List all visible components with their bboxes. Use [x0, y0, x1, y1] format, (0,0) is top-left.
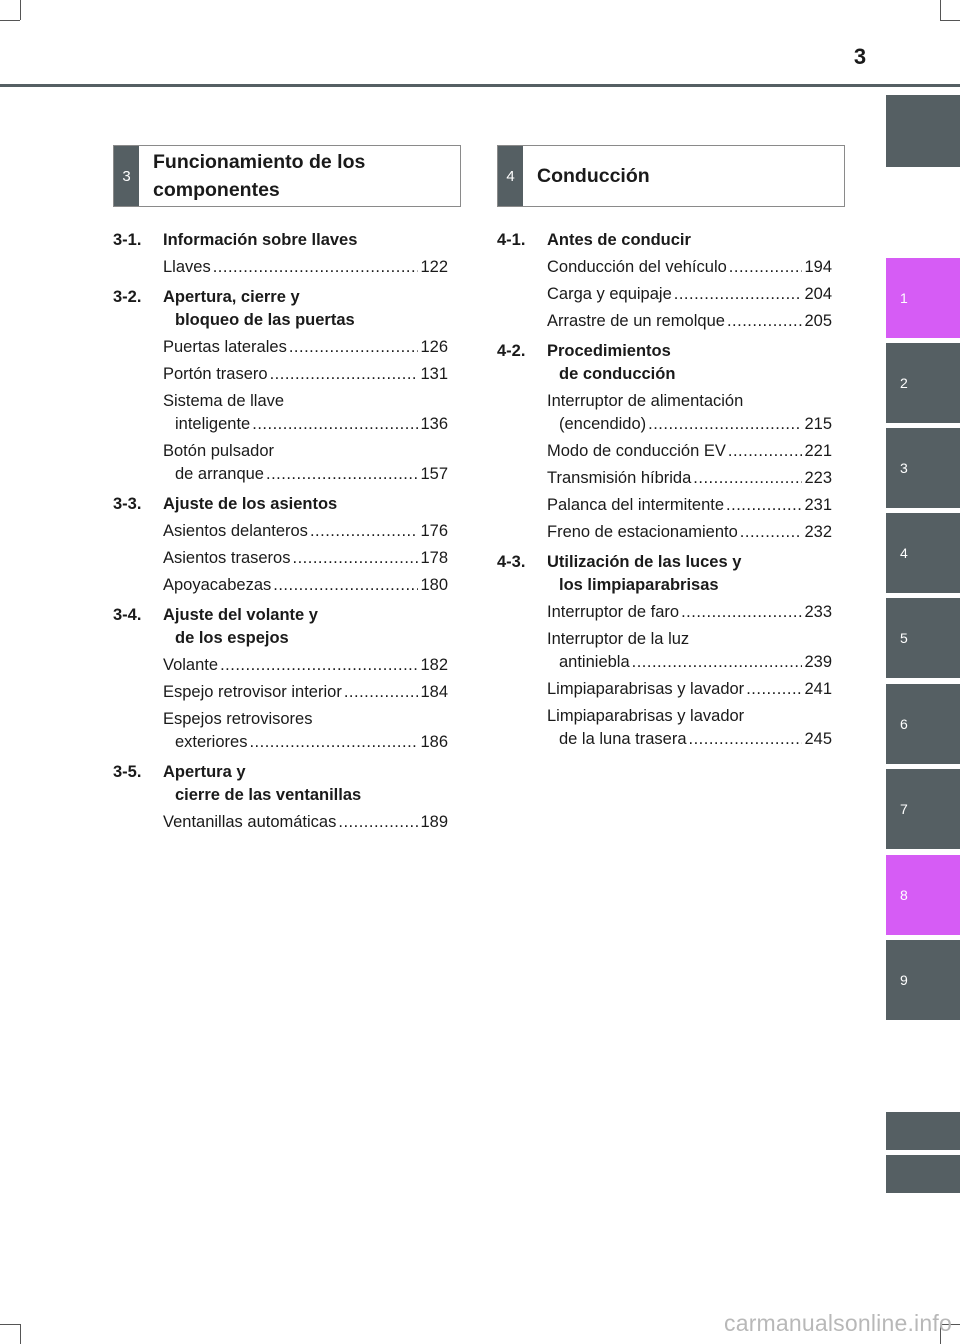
chapter-tab[interactable] — [886, 95, 960, 167]
entry-row — [547, 310, 832, 333]
entry-title: antiniebla — [559, 653, 630, 671]
section-title-line: Conducción — [537, 165, 650, 187]
chapter-tab-label: 6 — [900, 716, 908, 732]
dot-leader — [746, 678, 802, 701]
toc-subsection[interactable] — [497, 229, 832, 252]
entry-title: Freno de estacionamiento — [547, 523, 738, 541]
entry-row — [547, 283, 832, 306]
subsection-title-line: Ajuste del volante y — [163, 606, 318, 624]
toc-column-4 — [497, 229, 832, 751]
entry-title: Modo de conducción EV — [547, 442, 726, 460]
subsection-title-line: Apertura, cierre y — [163, 288, 300, 306]
entry-row — [547, 601, 832, 624]
entry-row — [163, 256, 448, 279]
subsection-title — [163, 761, 361, 807]
entry-title-line: Interruptor de la luz — [547, 630, 690, 648]
entry-title: inteligente — [175, 415, 251, 433]
chapter-tab[interactable] — [886, 1155, 960, 1193]
entry-row — [163, 363, 448, 386]
subsection-number: 3-4. — [113, 606, 142, 624]
entry-title: Carga y equipaje — [547, 285, 672, 303]
toc-subsection[interactable] — [113, 286, 448, 332]
entry-row — [547, 256, 832, 279]
dot-leader — [726, 494, 802, 517]
chapter-tab[interactable] — [886, 1112, 960, 1150]
dot-leader — [632, 651, 803, 674]
dot-leader — [344, 681, 419, 704]
entry-page-number: 223 — [804, 469, 832, 487]
entry-row — [547, 440, 832, 463]
entry-title: Palanca del intermitente — [547, 496, 725, 514]
dot-leader — [249, 731, 418, 754]
entry-row — [547, 678, 832, 701]
toc-entry[interactable] — [113, 547, 448, 570]
entry-row — [163, 654, 448, 677]
subsection-number: 4-2. — [497, 342, 526, 360]
subsection-number: 4-3. — [497, 553, 526, 571]
entry-row — [163, 336, 448, 359]
entry-title-line: Limpiaparabrisas y lavador — [547, 707, 745, 725]
page-number: 3 — [853, 44, 867, 69]
watermark: carmanualsonline.info — [724, 1310, 952, 1336]
entry-row — [163, 520, 448, 543]
dot-leader — [674, 283, 803, 306]
toc-entry[interactable] — [497, 283, 832, 306]
entry-page-number: 131 — [420, 365, 448, 383]
entry-page-number: 204 — [804, 285, 832, 303]
toc-entry[interactable] — [497, 467, 832, 490]
entry-row — [163, 811, 448, 834]
subsection-title-line: de los espejos — [175, 629, 289, 647]
entry-page-number: 126 — [420, 338, 448, 356]
entry-title: Interruptor de faro — [547, 603, 680, 621]
chapter-tab-5[interactable] — [886, 598, 960, 678]
subsection-number: 3-5. — [113, 763, 142, 781]
toc-entry[interactable] — [497, 390, 832, 436]
dot-leader — [681, 601, 802, 624]
toc-entry[interactable] — [113, 256, 448, 279]
subsection-number: 3-1. — [113, 231, 142, 249]
section-title — [139, 148, 365, 204]
entry-page-number: 245 — [804, 730, 832, 748]
entry-page-number: 232 — [804, 523, 832, 541]
dot-leader — [740, 521, 803, 544]
subsection-title-line: Antes de conducir — [547, 231, 691, 249]
entry-page-number: 194 — [804, 258, 832, 276]
entry-row — [163, 547, 448, 570]
dot-leader — [266, 463, 418, 486]
entry-title: Asientos delanteros — [163, 522, 308, 540]
entry-row — [163, 731, 448, 754]
section-title-line: componentes — [153, 179, 280, 201]
entry-title: Volante — [163, 656, 219, 674]
dot-leader — [729, 256, 803, 279]
entry-page-number: 221 — [804, 442, 832, 460]
entry-title: exteriores — [175, 733, 248, 751]
entry-row — [547, 494, 832, 517]
dot-leader — [270, 363, 419, 386]
entry-row — [547, 728, 832, 751]
crop-mark — [20, 1324, 21, 1344]
entry-page-number: 239 — [804, 653, 832, 671]
entry-page-number: 241 — [804, 680, 832, 698]
entry-page-number: 122 — [420, 258, 448, 276]
dot-leader — [693, 467, 802, 490]
toc-entry[interactable] — [113, 363, 448, 386]
toc-entry[interactable] — [113, 574, 448, 597]
dot-leader — [213, 256, 419, 279]
entry-page-number: 176 — [420, 522, 448, 540]
entry-title-line: Espejos retrovisores — [163, 710, 313, 728]
toc-entry[interactable] — [497, 440, 832, 463]
subsection-title-line: Información sobre llaves — [163, 231, 358, 249]
subsection-title — [163, 229, 357, 252]
subsection-title — [163, 604, 318, 650]
entry-page-number: 136 — [420, 415, 448, 433]
toc-entry[interactable] — [497, 705, 832, 751]
entry-title: Puertas laterales — [163, 338, 287, 356]
entry-title-line: Sistema de llave — [163, 392, 285, 410]
chapter-tab-label: 9 — [900, 972, 908, 988]
subsection-title — [547, 340, 675, 386]
entry-page-number: 157 — [420, 465, 448, 483]
entry-title: Portón trasero — [163, 365, 268, 383]
toc-entry[interactable] — [497, 678, 832, 701]
dot-leader — [310, 520, 419, 543]
entry-title: Limpiaparabrisas y lavador — [547, 680, 745, 698]
section-header-3 — [113, 145, 461, 207]
toc-entry[interactable] — [113, 336, 448, 359]
subsection-title — [547, 551, 741, 597]
entry-page-number: 184 — [420, 683, 448, 701]
entry-page-number: 178 — [420, 549, 448, 567]
toc-subsection[interactable] — [113, 493, 448, 516]
toc-entry[interactable] — [497, 628, 832, 674]
chapter-tab-label: 8 — [900, 887, 908, 903]
entry-title: Llaves — [163, 258, 211, 276]
entry-title-line: Botón pulsador — [163, 442, 274, 460]
toc-column-3 — [113, 229, 448, 834]
chapter-tab-label: 3 — [900, 460, 908, 476]
toc-subsection[interactable] — [497, 551, 832, 597]
toc-subsection[interactable] — [113, 761, 448, 807]
entry-title: Apoyacabezas — [163, 576, 272, 594]
dot-leader — [338, 811, 418, 834]
chapter-tab-label: 5 — [900, 630, 908, 646]
section-header-4 — [497, 145, 845, 207]
subsection-title-line: Utilización de las luces y — [547, 553, 742, 571]
crop-mark — [940, 20, 960, 21]
subsection-title — [163, 286, 355, 332]
toc-subsection[interactable] — [113, 229, 448, 252]
entry-title: Arrastre de un remolque — [547, 312, 725, 330]
dot-leader — [727, 310, 803, 333]
entry-row — [547, 413, 832, 436]
subsection-title-line: Apertura y — [163, 763, 246, 781]
section-title-line: Funcionamiento de los — [153, 151, 366, 173]
subsection-title-line: los limpiaparabrisas — [559, 576, 719, 594]
chapter-tab-label: 1 — [900, 290, 908, 306]
toc-entry[interactable] — [113, 681, 448, 704]
dot-leader — [292, 547, 418, 570]
toc-subsection[interactable] — [497, 340, 832, 386]
chapter-tab-7[interactable] — [886, 769, 960, 849]
entry-title: (encendido) — [559, 415, 647, 433]
entry-title-line: Interruptor de alimentación — [547, 392, 744, 410]
dot-leader — [689, 728, 803, 751]
entry-page-number: 189 — [420, 813, 448, 831]
subsection-title-line: de conducción — [559, 365, 676, 383]
entry-title: Conducción del vehículo — [547, 258, 727, 276]
toc-subsection[interactable] — [113, 604, 448, 650]
toc-entry[interactable] — [497, 256, 832, 279]
entry-page-number: 233 — [804, 603, 832, 621]
subsection-number: 3-2. — [113, 288, 142, 306]
subsection-number: 4-1. — [497, 231, 526, 249]
toc-entry[interactable] — [113, 390, 448, 436]
chapter-tab-4[interactable] — [886, 513, 960, 593]
entry-page-number: 180 — [420, 576, 448, 594]
entry-page-number: 186 — [420, 733, 448, 751]
crop-mark — [0, 1324, 20, 1325]
header-rule — [0, 84, 960, 87]
entry-row — [163, 463, 448, 486]
toc-entry[interactable] — [113, 520, 448, 543]
dot-leader — [289, 336, 419, 359]
toc-entry[interactable] — [113, 708, 448, 754]
toc-entry[interactable] — [113, 811, 448, 834]
entry-title: Espejo retrovisor interior — [163, 683, 342, 701]
dot-leader — [648, 413, 802, 436]
chapter-tab-6[interactable] — [886, 684, 960, 764]
entry-row — [547, 467, 832, 490]
entry-title: Ventanillas automáticas — [163, 813, 337, 831]
crop-mark — [20, 0, 21, 20]
section-number-badge: 4 — [498, 146, 523, 206]
dot-leader — [252, 413, 418, 436]
entry-page-number: 215 — [804, 415, 832, 433]
dot-leader — [728, 440, 803, 463]
toc-entry[interactable] — [497, 521, 832, 544]
subsection-title-line: bloqueo de las puertas — [175, 311, 355, 329]
chapter-tab-label: 2 — [900, 375, 908, 391]
dot-leader — [273, 574, 418, 597]
entry-page-number: 182 — [420, 656, 448, 674]
dot-leader — [220, 654, 418, 677]
entry-row — [163, 574, 448, 597]
chapter-tab-label: 4 — [900, 545, 908, 561]
chapter-tab-2[interactable] — [886, 343, 960, 423]
entry-row — [547, 521, 832, 544]
entry-title: de arranque — [175, 465, 264, 483]
entry-row — [163, 413, 448, 436]
subsection-number: 3-3. — [113, 495, 142, 513]
entry-title: Asientos traseros — [163, 549, 291, 567]
entry-title: de la luna trasera — [559, 730, 687, 748]
toc-entry[interactable] — [113, 654, 448, 677]
chapter-tab-8[interactable] — [886, 855, 960, 935]
toc-entry[interactable] — [497, 494, 832, 517]
subsection-title-line: cierre de las ventanillas — [175, 786, 362, 804]
entry-title: Transmisión híbrida — [547, 469, 692, 487]
crop-mark — [0, 20, 20, 21]
toc-entry[interactable] — [497, 310, 832, 333]
chapter-tab-1[interactable] — [886, 258, 960, 338]
chapter-tab-9[interactable] — [886, 940, 960, 1020]
toc-entry[interactable] — [497, 601, 832, 624]
chapter-tab-3[interactable] — [886, 428, 960, 508]
chapter-tab-label: 7 — [900, 801, 908, 817]
entry-row — [163, 681, 448, 704]
subsection-title — [163, 493, 337, 516]
entry-row — [547, 651, 832, 674]
subsection-title — [547, 229, 691, 252]
entry-page-number: 231 — [804, 496, 832, 514]
section-title — [523, 162, 650, 190]
crop-mark — [940, 0, 941, 20]
toc-entry[interactable] — [113, 440, 448, 486]
subsection-title-line: Procedimientos — [547, 342, 671, 360]
subsection-title-line: Ajuste de los asientos — [163, 495, 338, 513]
section-number-badge: 3 — [114, 146, 139, 206]
entry-page-number: 205 — [804, 312, 832, 330]
